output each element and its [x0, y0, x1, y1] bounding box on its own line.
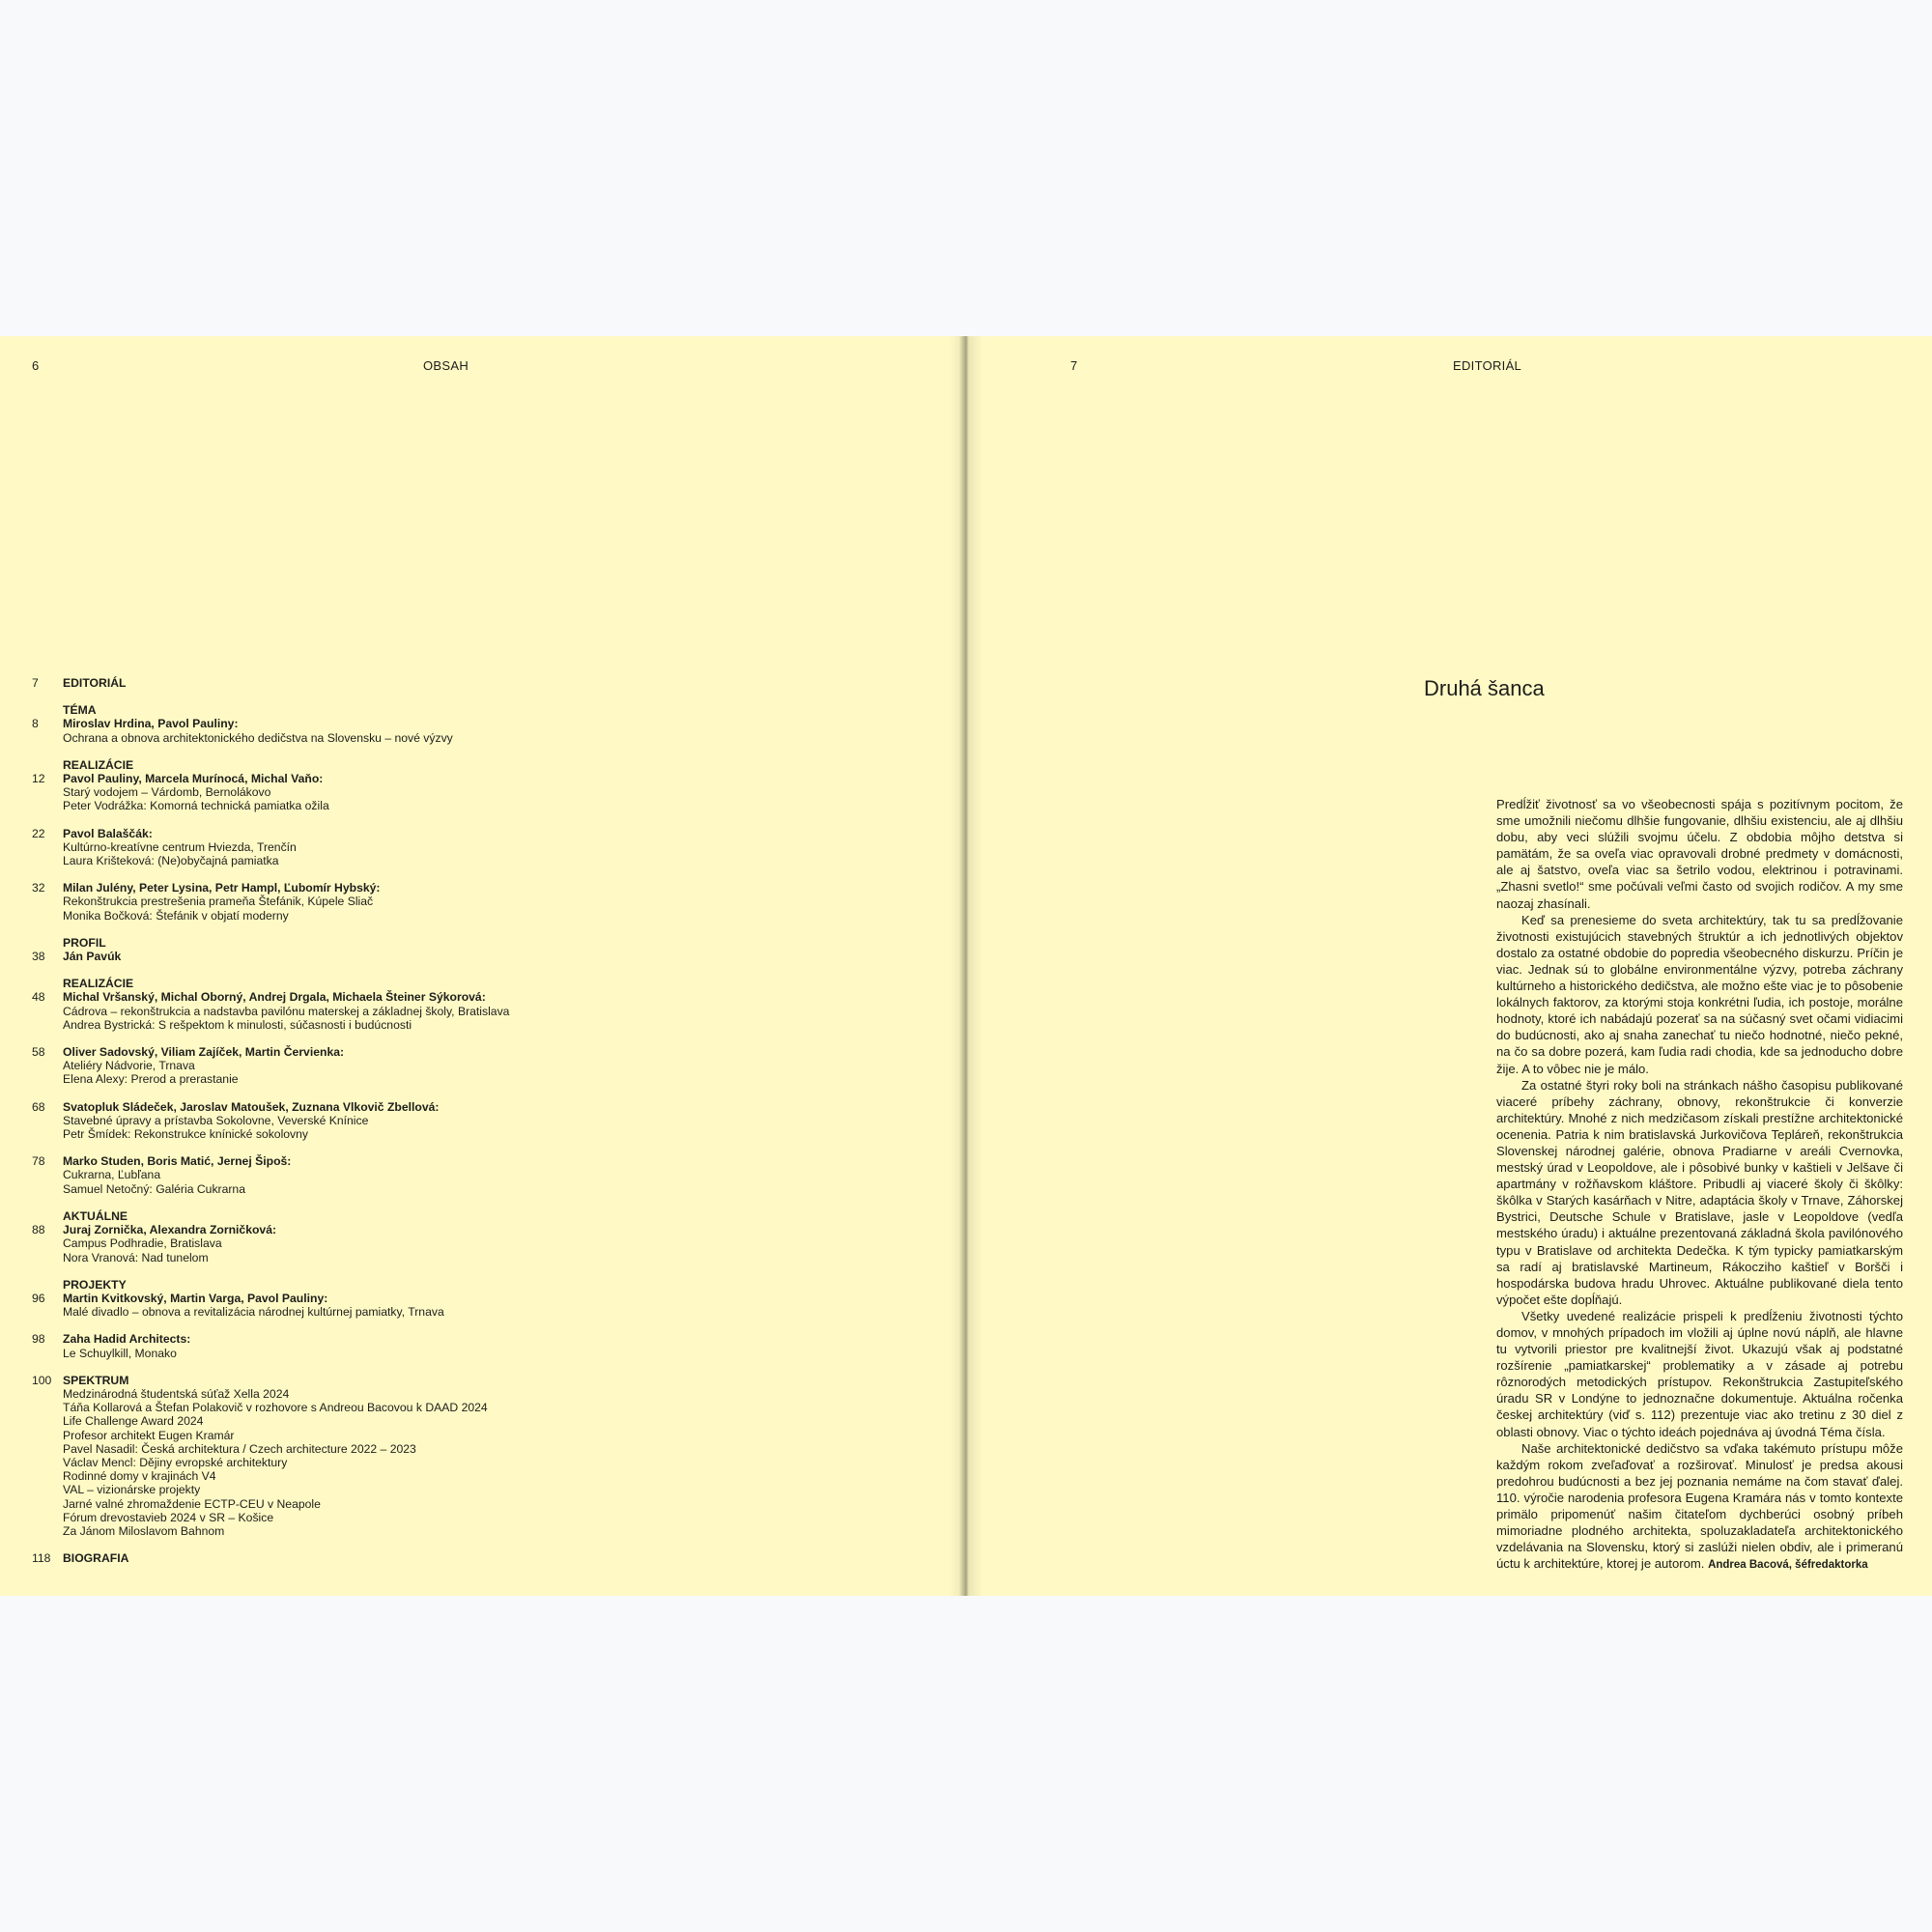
toc-entry-line: Starý vodojem – Várdomb, Bernolákovo — [63, 785, 271, 800]
toc-entry — [32, 758, 901, 813]
toc-entry-line: Cukrarna, Ľubľana — [63, 1168, 161, 1182]
toc-entry-line: Campus Podhradie, Bratislava — [63, 1236, 222, 1251]
toc-entry-heading: Milan Julény, Peter Lysina, Petr Hampl, Ľubomír Hybský: — [63, 881, 381, 895]
toc-page-number: 58 — [32, 1045, 45, 1060]
toc-entry-line: Monika Bočková: Štefánik v objatí moderny — [63, 908, 289, 923]
toc-entry-heading: Ján Pavúk — [63, 950, 122, 964]
editorial-paragraph: Keď sa prenesieme do sveta architektúry, tak tu sa predĺžovanie životnosti existujúcich stavebných štruktúr a ich jednotlivých objektov dostalo za ostatné obdobie do popredia všeobecného diskurzu. Príčin je viac. Jednak sú to globálne environmentálne výzvy, potreba záchrany kultúrneho a historického dedičstva, ale možno ešte viac je to pôsobenie lokálnych faktorov, za ktorými stoja konkrétni ľudia, ich postoje, morálne hodnoty, ktoré ich nabádajú pozerať sa na súčasný svet očami vidiacimi do budúcnosti, ako aj snaha zanechať tu niečo hodnotné, niečo pekné, na čo sa dobre pozerá, kam ľudia radi chodia, kde sa jednoducho dobre žije. A to vôbec nie je málo. — [1496, 912, 1903, 1076]
toc-page-number: 98 — [32, 1332, 45, 1347]
toc-entry-line: Rodinné domy v krajinách V4 — [63, 1469, 216, 1484]
section-heading: OBSAH — [423, 358, 469, 373]
toc-entry-heading: Oliver Sadovský, Viliam Zajíček, Martin Červienka: — [63, 1045, 345, 1060]
toc-section-label: TÉMA — [63, 703, 97, 718]
toc-entry-heading: EDITORIÁL — [63, 676, 127, 690]
toc-section-label: PROFIL — [63, 935, 106, 950]
toc-entry-line: Life Challenge Award 2024 — [63, 1414, 204, 1429]
toc-section-label: PROJEKTY — [63, 1277, 127, 1292]
toc-section-label: REALIZÁCIE — [63, 757, 134, 772]
toc-entry-line: Jarné valné zhromaždenie ECTP-CEU v Neapole — [63, 1496, 321, 1511]
toc-entry-line: VAL – vizionárske projekty — [63, 1483, 201, 1497]
toc-entry-heading: Zaha Hadid Architects: — [63, 1332, 191, 1347]
section-heading: EDITORIÁL — [1453, 358, 1522, 373]
toc-section-label: REALIZÁCIE — [63, 977, 134, 991]
toc-entry-line: Laura Krišteková: (Ne)obyčajná pamiatka — [63, 854, 279, 868]
toc-entry-line: Nora Vranová: Nad tunelom — [63, 1250, 209, 1264]
toc-entry — [32, 1154, 901, 1196]
toc-page-number: 38 — [32, 950, 45, 964]
page-number: 7 — [1070, 358, 1078, 373]
editorial-page — [966, 336, 1932, 1596]
toc-page-number: 118 — [32, 1551, 51, 1566]
toc-entry — [32, 977, 901, 1032]
toc-entry-heading: BIOGRAFIA — [63, 1551, 129, 1566]
toc-entry-line: Andrea Bystrická: S rešpektom k minulosti, súčasnosti i budúcnosti — [63, 1017, 412, 1032]
toc-entry-line: Kultúrno-kreatívne centrum Hviezda, Trenčín — [63, 839, 297, 854]
toc-entry-line: Fórum drevostavieb 2024 v SR – Košice — [63, 1510, 274, 1524]
toc-entry-heading: Martin Kvitkovský, Martin Varga, Pavol Pauliny: — [63, 1291, 328, 1305]
toc-entry-line: Ateliéry Nádvorie, Trnava — [63, 1059, 195, 1073]
toc-page-number: 48 — [32, 990, 45, 1005]
toc-entry — [32, 1374, 901, 1538]
editorial-paragraph: Všetky uvedené realizácie prispeli k predĺženiu životnosti týchto domov, v mnohých prípadoch im vložili aj úplne novú náplň, ale hlavne tu vytvorili priestor pre kvalitnejší život. Ukazujú však aj podstatné rozšírenie „pamiatkarskej“ problematiky a v zásade aj potrebu rôznorodých metodických prístupov. Rekonštrukcia Zastupiteľského úradu SR v Londýne to jednoznačne dokumentuje. Aktuálna ročenka českej architektúry (viď s. 112) prezentuje viac ako tretinu z 30 diel z oblasti obnovy. Viac o týchto ideách pojednáva aj úvodná Téma čísla. — [1496, 1308, 1903, 1439]
toc-page-number: 22 — [32, 826, 45, 840]
editorial-paragraph: Za ostatné štyri roky boli na stránkach nášho časopisu publikované viaceré príbehy záchrany, obnovy, rekonštrukcie či konverzie architektúry. Mnohé z nich medzičasom získali prestížne architektonické ocenenia. Patria k nim bratislavská Jurkovičova Tepláreň, rekonštrukcia Slovenskej národnej galérie, obnova Pradiarne v areáli Cvernovka, mestský úrad v Leopoldove, ale i pôsobivé bunky v kaštieli v Jelšave či apartmány v rožňavskom kláštore. Pribudli aj viaceré školy či škôlky: škôlka v Starých kasárňach v Nitre, adaptácia školy v Trnave, Záhorskej Bystrici, Deutsche Schule v Bratislave, jasle v Leopoldove (vedľa mestského úradu) i aktuálne prezentovaná základná škola pavilónového typu v Bratislave od architekta Dedečka. K tým typicky pamiatkarským sa radí aj bratislavské Martineum, Rákocziho kaštieľ v Boršči i hospodárska budova hradu Uhrovec. Aktuálne publikované diela tento výpočet ešte dopĺňajú. — [1496, 1077, 1903, 1307]
toc-entry-line: Elena Alexy: Prerod a prerastanie — [63, 1072, 239, 1087]
toc-page-number: 96 — [32, 1291, 45, 1305]
toc-entry-line: Medzinárodná študentská súťaž Xella 2024 — [63, 1386, 290, 1401]
toc-entry-heading: SPEKTRUM — [63, 1373, 129, 1387]
contents-page — [0, 336, 966, 1596]
toc-entry-line: Pavel Nasadil: Česká architektura / Czech architecture 2022 – 2023 — [63, 1441, 416, 1456]
toc-entry-line: Cádrova – rekonštrukcia a nadstavba pavilónu materskej a základnej školy, Bratislava — [63, 1004, 510, 1018]
toc-entry — [32, 1332, 901, 1359]
toc-entry-heading: Pavol Balaščák: — [63, 826, 153, 840]
toc-entry-line: Václav Mencl: Dějiny evropské architektury — [63, 1455, 288, 1469]
toc-entry-line: Peter Vodrážka: Komorná technická pamiatka ožila — [63, 799, 329, 813]
toc-entry-line: Rekonštrukcia prestrešenia prameňa Štefánik, Kúpele Sliač — [63, 895, 374, 909]
toc-section-label: AKTUÁLNE — [63, 1208, 128, 1223]
toc-page-number: 68 — [32, 1099, 45, 1114]
toc-entry-line: Stavebné úpravy a prístavba Sokolovne, Veverské Knínice — [63, 1113, 369, 1127]
toc-entry-line: Táňa Kollarová a Štefan Polakovič v rozhovore s Andreou Bacovou k DAAD 2024 — [63, 1401, 488, 1415]
toc-page-number: 7 — [32, 676, 39, 690]
toc-entry — [32, 676, 901, 690]
toc-entry-line: Za Jánom Miloslavom Bahnom — [63, 1523, 225, 1538]
toc-entry — [32, 1209, 901, 1264]
toc-page-number: 8 — [32, 717, 39, 731]
toc-entry — [32, 827, 901, 868]
toc-entry — [32, 1100, 901, 1142]
toc-entry — [32, 1045, 901, 1087]
toc-entry-heading: Michal Vršanský, Michal Oborný, Andrej Drgala, Michaela Šteiner Sýkorová: — [63, 990, 486, 1005]
toc-entry-line: Petr Šmídek: Rekonstrukce knínické sokolovny — [63, 1127, 309, 1142]
editorial-paragraph: Predĺžiť životnosť sa vo všeobecnosti spája s pozitívnym pocitom, že sme umožnili niečomu dlhšie fungovanie, dlhšiu existenciu, ale aj dlhšiu dobu, aby veci slúžili svojmu účelu. Z obdobia môjho detstva si pamätám, že sa oveľa viac opravovali drobné predmety v domácnosti, ale aj šatstvo, oveľa viac sa šetrilo vodou, elektrinou i potravinami. „Zhasni svetlo!“ sme počúvali veľmi často od svojich rodičov. A my sme naozaj zhasínali. — [1496, 797, 1903, 911]
toc-page-number: 78 — [32, 1154, 45, 1169]
toc-entry-heading: Juraj Zornička, Alexandra Zorničková: — [63, 1223, 277, 1237]
toc-entry-line: Ochrana a obnova architektonického dedičstva na Slovensku – nové výzvy — [63, 730, 453, 745]
toc-entry — [32, 1551, 901, 1565]
toc-entry-line: Le Schuylkill, Monako — [63, 1346, 177, 1360]
toc-page-number: 88 — [32, 1223, 45, 1237]
toc-entry — [32, 881, 901, 923]
page-number: 6 — [32, 358, 40, 373]
article-title: Druhá šanca — [1424, 676, 1545, 700]
toc-entry-line: Samuel Netočný: Galéria Cukrarna — [63, 1181, 245, 1196]
toc-page-number: 100 — [32, 1373, 52, 1387]
toc-entry-line: Profesor architekt Eugen Kramár — [63, 1428, 235, 1442]
toc-entry-heading: Pavol Pauliny, Marcela Murínocá, Michal Vaňo: — [63, 772, 324, 786]
toc-page-number: 12 — [32, 772, 45, 785]
toc-entry-heading: Marko Studen, Boris Matić, Jernej Šipoš: — [63, 1154, 292, 1169]
editorial-paragraph: Naše architektonické dedičstvo sa vďaka takémuto prístupu môže každým rokom zveľaďovať a rozširovať. Minulosť je predsa akousi predohrou budúcnosti a bez jej poznania nemáme na čom stavať ďalej. 110. výročie narodenia profesora Eugena Kramára nás v tomto kontexte primälo pripomenúť našim čitateľom dychberúci osobný príbeh mimoriadne plodného architekta, spoluzakladateľa architektonického vzdelávania na Slovensku, ktorý si zaslúži nielen obdiv, ale i primeranú úctu k architektúre, ktorej je autorom. Andrea Bacová, šéfredaktorka — [1496, 1440, 1903, 1572]
magazine-spread — [0, 336, 1932, 1596]
toc-page-number: 32 — [32, 881, 45, 895]
toc-entry-heading: Svatopluk Sládeček, Jaroslav Matoušek, Zuznana Vlkovič Zbellová: — [63, 1099, 440, 1114]
table-of-contents — [32, 676, 901, 1578]
toc-entry — [32, 936, 901, 963]
editorial-text — [1496, 796, 1903, 1574]
toc-entry — [32, 1278, 901, 1320]
toc-entry — [32, 703, 901, 745]
toc-entry-line: Malé divadlo – obnova a revitalizácia národnej kultúrnej pamiatky, Trnava — [63, 1305, 444, 1320]
editorial-signature: Andrea Bacová, šéfredaktorka — [1708, 1559, 1868, 1572]
toc-entry-heading: Miroslav Hrdina, Pavol Pauliny: — [63, 717, 239, 731]
